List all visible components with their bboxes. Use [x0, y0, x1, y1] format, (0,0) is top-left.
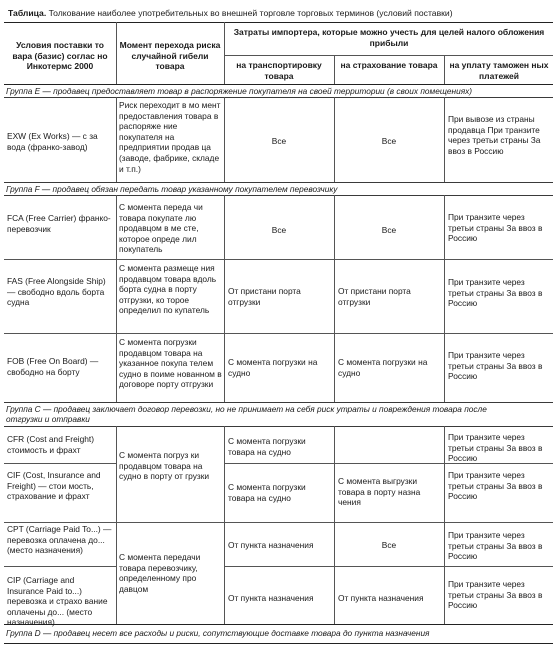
- column-divider: [224, 426, 225, 624]
- column-divider: [334, 195, 335, 402]
- rule: [224, 55, 553, 56]
- fas-insurance: От пристани порта отгрузки: [338, 286, 411, 307]
- cpt-insurance: Все: [381, 540, 397, 550]
- cfr-term: CFR (Cost and Freight) стоимость и фрахт: [7, 434, 95, 455]
- column-divider: [444, 97, 445, 182]
- rule: [4, 463, 116, 464]
- group-e-heading: Группа Е — продавец предоставляет товар в распоряжение покупателя на своей территории (в своих помещениях): [6, 86, 473, 96]
- caption-text: Толкование наиболее употребительных во внешней торговле торговых терминов (условий поставки): [48, 8, 453, 18]
- group-c-heading: Группа С — продавец заключает договор перевозки, но не принимает на себя риск утраты и повреждения товара после: [6, 404, 487, 414]
- rule: [4, 426, 553, 427]
- cip-customs: При транзите через третьи страны За ввоз в Россию: [448, 579, 543, 611]
- fob-transport: С момента погрузки на судно: [228, 357, 318, 378]
- column-divider: [116, 195, 117, 402]
- cif-customs: При транзите через третьи страны За ввоз в Россию: [448, 470, 543, 502]
- fca-term: FCA (Free Carrier) франко-перевозчик: [7, 213, 111, 234]
- fob-risk: С момента погрузки продавцом товара на указанное покупа телем судно в поиме нованном в договоре порту отгрузки: [119, 337, 222, 390]
- rule: [4, 566, 116, 567]
- rule: [4, 84, 553, 85]
- caption-label: Таблица.: [8, 8, 47, 18]
- column-divider: [116, 22, 117, 84]
- rule: [4, 402, 553, 403]
- column-divider: [334, 426, 335, 624]
- exw-insurance: Все: [381, 136, 397, 146]
- fca-risk: С момента переда чи товара покупате лю продавцом в ме сте, которое опреде лил покупатель: [119, 202, 203, 255]
- column-divider: [224, 22, 225, 84]
- rule: [4, 643, 553, 644]
- fob-term: FOB (Free On Board) — свободно на борту: [7, 356, 99, 377]
- fca-insurance: Все: [381, 225, 397, 235]
- column-divider: [444, 195, 445, 402]
- cip-transport: От пункта назначения: [228, 593, 314, 603]
- exw-term: EXW (Ex Works) — с за вода (франко-завод): [7, 131, 98, 152]
- rule: [224, 566, 553, 567]
- rule: [4, 259, 553, 260]
- column-divider: [224, 97, 225, 182]
- cfr-transport: С момента погрузки товара на судно: [228, 436, 306, 457]
- group-f-heading: Группа F — продавец обязан передать товар указанному покупателем перевозчику: [6, 184, 338, 194]
- column-divider: [334, 55, 335, 84]
- column-divider: [224, 195, 225, 402]
- cif-insurance: С момента выгрузки товара в порту назна чения: [338, 476, 421, 508]
- header-risk-transfer: Момент перехода риска случайной гибели товара: [119, 40, 221, 72]
- cip-term: CIP (Carriage and Insurance Paid to...) перевозка и страхо вание оплачены до... (место назначения): [7, 575, 108, 628]
- column-divider: [116, 426, 117, 624]
- column-divider: [444, 55, 445, 84]
- fas-risk: С момента размеще ния продавцом товара вдоль борта судна в порту отгрузки, ко торое определил по купатель: [119, 263, 217, 316]
- cif-transport: С момента погрузки товара на судно: [228, 482, 306, 503]
- fca-customs: При транзите через третьи страны За ввоз в Россию: [448, 212, 543, 244]
- rule: [4, 333, 553, 334]
- rule: [4, 195, 553, 196]
- exw-customs: При вывозе из страны продавца При транзите через третьи страны За ввоз в Россию: [448, 114, 541, 156]
- table-caption: [8, 8, 553, 19]
- exw-transport: Все: [271, 136, 287, 146]
- header-transport: на транспортировку товара: [236, 60, 322, 81]
- exw-risk: Риск переходит в мо мент предоставления товара в распоряже ние покупателя на предприятии продав ца (заводе, фабрике, складе и т.п.): [119, 100, 221, 174]
- cpt-customs: При транзите через третьи страны За ввоз в Россию: [448, 530, 543, 562]
- rule: [4, 182, 553, 183]
- column-divider: [444, 426, 445, 624]
- header-customs: на уплату таможен ных платежей: [449, 60, 549, 81]
- cip-insurance: От пункта назначения: [338, 593, 424, 603]
- column-divider: [116, 97, 117, 182]
- fas-transport: От пристани порта отгрузки: [228, 286, 301, 307]
- cfr-cif-risk: С момента погруз ки продавцом товара на судно в порту от грузки: [119, 450, 210, 482]
- fas-term: FAS (Free Alongside Ship) — свободно вдоль борта судна: [7, 276, 106, 308]
- cpt-cip-risk: С момента передачи товара перевозчику, определенному про давцом: [119, 552, 201, 594]
- cif-term: CIF (Cost, Insurance and Freight) — стои мость, страхование и фрахт: [7, 470, 101, 502]
- rule: [4, 97, 553, 98]
- header-terms: Условия поставки то вара (базис) соглас но Инкотермс 2000: [12, 40, 108, 72]
- header-importer-costs: Затраты импортера, которые можно учесть для целей налого обложения прибыли: [233, 27, 545, 48]
- rule: [4, 22, 553, 23]
- fob-customs: При транзите через третьи страны За ввоз в Россию: [448, 350, 543, 382]
- cpt-transport: От пункта назначения: [228, 540, 314, 550]
- fas-customs: При транзите через третьи страны За ввоз в Россию: [448, 277, 543, 309]
- cfr-customs: При транзите через третьи страны За ввоз в Россию: [448, 432, 543, 464]
- fca-transport: Все: [271, 225, 287, 235]
- rule: [4, 522, 553, 523]
- group-c-heading-cont: отгрузки и отправки: [6, 414, 90, 424]
- fob-insurance: С момента погрузки на судно: [338, 357, 428, 378]
- cpt-term: CPT (Carriage Paid To...) — перевозка оплачена до... (место назначения): [7, 524, 112, 556]
- column-divider: [334, 97, 335, 182]
- group-d-heading: Группа D — продавец несет все расходы и риски, сопутствующие доставке товара до пункта назначения: [6, 628, 430, 638]
- header-insurance: на страхование товара: [340, 60, 438, 70]
